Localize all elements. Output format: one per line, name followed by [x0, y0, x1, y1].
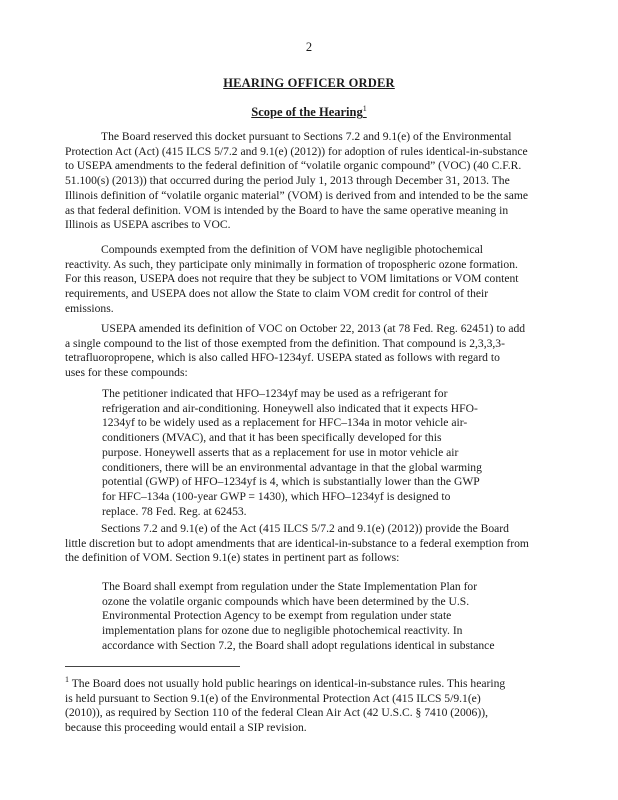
- quote-line: for HFC–134a (100-year GWP = 1430), which HFO–1234yf is designed to: [102, 489, 451, 503]
- paragraph-3: [65, 322, 555, 381]
- quote-line: 1234yf to be widely used as a replacement for HFC–134a in motor vehicle air-: [102, 416, 468, 430]
- paragraph-line: as that federal definition. VOM is intended by the Board to have the same operative meaning in: [65, 203, 509, 217]
- quote-line: refrigeration and air-conditioning. Honeywell also indicated that it expects HFO-: [102, 401, 478, 415]
- paragraph-line: For this reason, USEPA does not require that they be subject to VOM limitations or VOM content: [65, 272, 519, 286]
- paragraph-line: little discretion but to adopt amendments that are identical-in-substance to a federal exemption from: [65, 536, 529, 550]
- paragraph-line: to USEPA amendments to the federal definition of “volatile organic compound” (VOC) (40 C.F.R.: [65, 159, 522, 173]
- paragraph-4: [65, 522, 555, 566]
- paragraph-line: requirements, and USEPA does not allow the State to claim VOM credit for control of their: [65, 287, 489, 301]
- quote-line: purpose. Honeywell asserts that as a replacement for use in motor vehicle air: [102, 445, 459, 459]
- quote-line: conditioners, there will be an environmental advantage in that the global warming: [102, 460, 482, 474]
- paragraph-line: 51.100(s) (2013)) that occurred during the period July 1, 2013 through December 31, 2013. The: [65, 174, 510, 188]
- footnote-line: because this proceeding would entail a SIP revision.: [65, 720, 307, 734]
- paragraph-line: Protection Act (Act) (415 ILCS 5/7.2 and 9.1(e) (2012)) for adoption of rules identical-in-substance: [65, 144, 528, 158]
- paragraph-line: reactivity. As such, they participate only minimally in formation of tropospheric ozone formation.: [65, 257, 518, 271]
- footnote-separator: [65, 666, 240, 667]
- quote-line: Environmental Protection Agency to be exempt from regulation under state: [102, 609, 452, 623]
- block-quote-1: [102, 387, 522, 519]
- paragraph-line: Illinois as USEPA ascribes to VOC.: [65, 218, 231, 232]
- footnote-reference: 1: [362, 104, 367, 113]
- section-heading: [0, 104, 618, 120]
- block-quote-2: [102, 580, 522, 654]
- footnote-line: [65, 673, 560, 692]
- quote-line: replace. 78 Fed. Reg. at 62453.: [102, 504, 247, 518]
- paragraph-line: uses for these compounds:: [65, 366, 188, 380]
- quote-line: The petitioner indicated that HFO–1234yf may be used as a refrigerant for: [102, 387, 448, 400]
- footnote-marker: 1: [65, 675, 69, 684]
- quote-line: ozone the volatile organic compounds which have been determined by the U.S.: [102, 594, 470, 608]
- quote-line: The Board shall exempt from regulation under the State Implementation Plan for: [102, 580, 478, 593]
- page-number: 2: [305, 40, 313, 54]
- paragraph-1: [65, 130, 555, 233]
- paragraph-line: The Board reserved this docket pursuant to Sections 7.2 and 9.1(e) of the Environmental: [101, 130, 512, 143]
- quote-line: potential (GWP) of HFO–1234yf is 4, which is substantially lower than the GWP: [102, 475, 480, 489]
- footnote-line: is held pursuant to Section 9.1(e) of the Environmental Protection Act (415 ILCS 5/9.1(e): [65, 691, 481, 705]
- footnote: [65, 673, 560, 736]
- footnote-line: (2010)), as required by Section 110 of the federal Clean Air Act (42 U.S.C. § 7410 (2006)),: [65, 706, 488, 720]
- paragraph-line: Sections 7.2 and 9.1(e) of the Act (415 ILCS 5/7.2 and 9.1(e) (2012)) provide the Board: [101, 522, 509, 535]
- quote-line: conditioners (MVAC), and that it has been specifically developed for this: [102, 431, 442, 445]
- paragraph-line: a single compound to the list of those exempted from the definition. That compound is 2,3,3,3-: [65, 336, 505, 350]
- paragraph-line: Illinois definition of “volatile organic material” (VOM) is derived from and intended to be the same: [65, 188, 529, 202]
- paragraph-line: emissions.: [65, 301, 114, 315]
- document-title: HEARING OFFICER ORDER: [223, 76, 395, 90]
- footnote-text: The Board does not usually hold public hearings on identical-in-substance rules. This hearing: [69, 676, 506, 690]
- paragraph-line: Compounds exempted from the definition of VOM have negligible photochemical: [101, 243, 483, 256]
- quote-line: implementation plans for ozone due to negligible photochemical reactivity. In: [102, 624, 463, 638]
- paragraph-2: [65, 243, 555, 317]
- paragraph-line: USEPA amended its definition of VOC on October 22, 2013 (at 78 Fed. Reg. 62451) to add: [101, 322, 526, 335]
- paragraph-line: tetrafluoropropene, which is also called HFO-1234yf. USEPA stated as follows with regard to: [65, 351, 500, 365]
- section-heading-text: Scope of the Hearing: [251, 105, 363, 120]
- quote-line: accordance with Section 7.2, the Board shall adopt regulations identical in substance: [102, 638, 495, 652]
- paragraph-line: the definition of VOM. Section 9.1(e) states in pertinent part as follows:: [65, 551, 400, 565]
